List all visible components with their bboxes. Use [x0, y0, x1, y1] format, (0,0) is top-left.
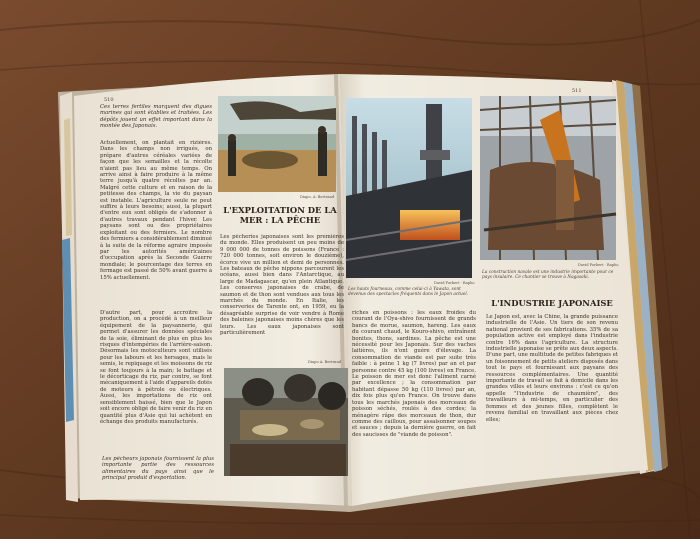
left-body-column-2: D'autre part, pour accroître la production, on a procédé à un meilleur équipement de la paysannerie, qui permet d'assurer les données spéciales de la soie, éliminant de plus en plus les risques d'intempéries de l'arrière-saison. Désormais les motoculteurs sont utilisés pour les labours et les hersages, mais le semis, le repiquage et les moissons de riz se font toujours à la main; le battage et le décorticage du riz, par contre, se font mécaniquement à l'aide d'appareils dotés de moteurs à pétrole ou électriques. Aussi, les importations de riz ont sensiblement baissé, bien que le Japon soit encore obligé de faire venir du riz en quantité plus d'Asie qui lui achètent en échange des produits manufacturés.: [100, 310, 212, 425]
right-column-2: Le Japon est, avec la Chine, la grande puissance industrielle de l'Asie. Un tiers de son revenu national provient de ses fabrications. 35% de sa population active est employé dans l'industrie contre 16% dans l'agriculture. La structure industrielle japonaise se prête aux deux aspects. D'une part, une multitude de petites fabriques et un foisonnement de petits ateliers disposés dans tout le pays et fournissant aux paysans des ressources complémentaires. Une quantité importante de travail se fait à domicile dans les grandes villes et leurs environs : c'est ce qu'on appelle "l'industrie de chaumière", des travailleurs à mi-temps, en particulier des femmes et des jeunes filles, complètent le revenu familial en travaillant aux pièces chez elles;: [486, 314, 618, 423]
photo-blast-furnace: [346, 98, 472, 278]
page-number-right: 511: [572, 88, 582, 94]
left-bottom-caption: Les pêcheurs japonais fournissent la plus importante partie des ressources alimentaires du pays ainsi que le principal produit d'exportation.: [102, 456, 214, 480]
page-number-left: 510: [104, 97, 114, 103]
photo-fishermen-drying: [218, 96, 336, 192]
left-body-column: Actuellement, on plantait en rizières. Dans les champs non irrigués, on prépare d'autres céréales variées de façon que les semailles et la récolte n'aient pas lieu au même temps. On arrive ainsi à faire produire à la même terre jusqu'à quatre récoltes par an. Malgré cette culture et en raison de la petitesse des champs, la vie du paysan est instable. L'agriculture seule ne peut suffire à leurs besoins; aussi, la plupart d'entre eux sont obligés de s'adonner à d'autres travaux pendant l'hiver. Les paysans sont ou des propriétaires exploitant ou des fermiers. Le nombre des fermiers a considérablement diminué à la suite de la réforme agraire imposée par les autorités américaines d'occupation après la Seconde Guerre mondiale; le pourcentage des terres en fermage est passé de 50% avant guerre à 15% actuellement.: [100, 140, 212, 281]
caption-furnace: Les hauts fourneaux, comme celui-ci à Yawata, sont devenus des spectacles fréquents dans le Japon actuel.: [348, 287, 469, 298]
heading-industrie: L'INDUSTRIE JAPONAISE: [491, 298, 613, 308]
photo-fishermen-boat: [224, 368, 348, 476]
caption-shipyard: La construction navale est une industrie importante pour ce pays insulaire. Ce chantier se trouve à Nagasaki.: [482, 270, 614, 281]
photo-shipyard: [480, 96, 616, 260]
photo-credit-shipyard: David Forbert · Rapho: [578, 263, 619, 267]
right-column-1: riches en poissons : les eaux froides du courant de l'Oya-shivo fournissent de grands bancs de morue, saumon, hareng. Les eaux du courant chaud, le Kouro-shivo, entraînent bonites, thons, sardines. La pêche est une nécessité pour les Japonais. Sur des vaches laitières, ils n'ont guère d'élevage. La consommation de viande est par suite très faible : à peine 1 kg (7 livres) par an et par personne contre 45 kg (100 livres) en France. Le poisson de mer est donc l'aliment carné par excellence ; la consommation par habitant dépasse 50 kg (110 livres) par an, dix fois plus qu'en France. On trouve dans tous les marchés japonais des morceaux de poisson séchés, roulés à des cordes; la ménagère râpe des morceaux de thon, dur comme des cailloux, pour assaisonner soupes et sauces ; depuis la dernière guerre, on fait des saucisses de "viande de poisson".: [352, 310, 476, 438]
peche-text: Les pêcheries japonaises sont les premières du monde. Elles produisent un peu moins de 9 000 000 de tonnes de poissons (France : 720 000 tonnes, soit environ le douzième), écorce vive un million et demi de personnes. Les bateaux de pêche nippons parcourent les océans, aussi bien dans l'Antarctique, au large de Madagascar, qu'en plein Atlantique. Les conserves japonaises de crabe, de saumon et de thon sont vendues aux tous les marchés du monde. En Italie, les conserveries de Tarente ont, en 1959, eu la désagréable surprise de voir vendre à Rome des baleines japonaises moins chères que les leurs. Les eaux japonaises sont particulièrement: [220, 234, 344, 337]
photo-credit-top: Diapo. A. Bertrand: [300, 195, 335, 199]
photo-credit-furnace: David Forbert · Rapho: [434, 281, 475, 285]
heading-peche: L'EXPLOITATION DE LA MER : LA PÊCHE: [223, 205, 337, 225]
photo-credit-mid: Diapo A. Bertrand: [308, 360, 342, 364]
left-intro-caption: Ces terres fertiles marquent des digues marines qui sont établies et traitées. Les dépôts jouent un effet important dans la montée des Japonais.: [100, 104, 212, 130]
